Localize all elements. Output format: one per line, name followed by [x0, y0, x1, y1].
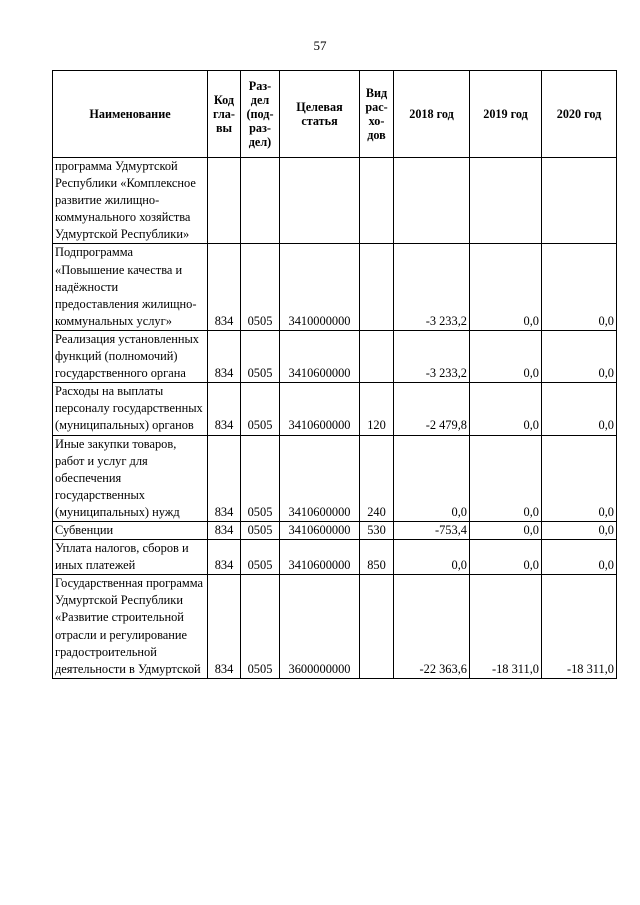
- row-kod: 834: [208, 521, 241, 539]
- row-2018: -2 479,8: [394, 383, 470, 435]
- row-statya: 3600000000: [280, 575, 360, 679]
- row-name: Уплата налогов, сборов и иных платежей: [53, 540, 208, 575]
- row-vid: [360, 158, 394, 244]
- row-razdel: 0505: [241, 540, 280, 575]
- header-name: Наименование: [53, 71, 208, 158]
- row-statya: 3410600000: [280, 435, 360, 521]
- table-row: [53, 435, 617, 521]
- row-2018: -3 233,2: [394, 244, 470, 330]
- row-name: Расходы на выплаты персоналу государственных (муниципальных) органов: [53, 383, 208, 435]
- row-kod: 834: [208, 575, 241, 679]
- row-razdel: 0505: [241, 244, 280, 330]
- row-2018: -753,4: [394, 521, 470, 539]
- row-vid: 530: [360, 521, 394, 539]
- header-vid: Вид рас- хо- дов: [360, 71, 394, 158]
- row-name: Государственная программа Удмуртской Республики «Развитие строительной отрасли и регулирование градостроительной деятельности в Удмуртской: [53, 575, 208, 679]
- row-razdel: 0505: [241, 330, 280, 382]
- table-row: [53, 575, 617, 679]
- row-name: Субвенции: [53, 521, 208, 539]
- row-2019: 0,0: [470, 383, 542, 435]
- row-2020: 0,0: [542, 435, 617, 521]
- row-kod: 834: [208, 435, 241, 521]
- row-vid: [360, 575, 394, 679]
- row-statya: 3410600000: [280, 521, 360, 539]
- table-row: [53, 158, 617, 244]
- row-kod: [208, 158, 241, 244]
- row-name: Иные закупки товаров, работ и услуг для обеспечения государственных (муниципальных) нужд: [53, 435, 208, 521]
- row-2019: 0,0: [470, 521, 542, 539]
- row-2018: 0,0: [394, 540, 470, 575]
- table-row: [53, 244, 617, 330]
- row-2018: -3 233,2: [394, 330, 470, 382]
- row-statya: 3410600000: [280, 383, 360, 435]
- header-razdel: Раз- дел (под- раз- дел): [241, 71, 280, 158]
- row-razdel: 0505: [241, 383, 280, 435]
- row-kod: 834: [208, 330, 241, 382]
- row-razdel: [241, 158, 280, 244]
- budget-table: [52, 70, 617, 679]
- row-2019: 0,0: [470, 244, 542, 330]
- row-name: программа Удмуртской Республики «Комплексное развитие жилищно-коммунального хозяйства Удмуртской Республики»: [53, 158, 208, 244]
- header-2020: 2020 год: [542, 71, 617, 158]
- row-name: Реализация установленных функций (полномочий) государственного органа: [53, 330, 208, 382]
- row-2020: -18 311,0: [542, 575, 617, 679]
- table-header-row: [53, 71, 617, 158]
- table-row: [53, 330, 617, 382]
- row-vid: 850: [360, 540, 394, 575]
- table-row: [53, 383, 617, 435]
- row-2020: 0,0: [542, 540, 617, 575]
- row-vid: [360, 330, 394, 382]
- row-2018: [394, 158, 470, 244]
- row-2020: 0,0: [542, 521, 617, 539]
- header-statya: Целевая статья: [280, 71, 360, 158]
- row-2019: 0,0: [470, 435, 542, 521]
- row-2019: [470, 158, 542, 244]
- row-razdel: 0505: [241, 521, 280, 539]
- row-kod: 834: [208, 540, 241, 575]
- row-2020: 0,0: [542, 383, 617, 435]
- row-name: Подпрограмма «Повышение качества и надёжности предоставления жилищно-коммунальных услуг»: [53, 244, 208, 330]
- row-kod: 834: [208, 244, 241, 330]
- table-row: [53, 540, 617, 575]
- table-row: [53, 521, 617, 539]
- header-2018: 2018 год: [394, 71, 470, 158]
- row-vid: 240: [360, 435, 394, 521]
- row-2018: 0,0: [394, 435, 470, 521]
- row-statya: [280, 158, 360, 244]
- row-2020: 0,0: [542, 244, 617, 330]
- row-2019: 0,0: [470, 540, 542, 575]
- row-2019: 0,0: [470, 330, 542, 382]
- row-2020: [542, 158, 617, 244]
- row-2018: -22 363,6: [394, 575, 470, 679]
- row-razdel: 0505: [241, 435, 280, 521]
- row-statya: 3410000000: [280, 244, 360, 330]
- row-vid: [360, 244, 394, 330]
- page-number: 57: [313, 38, 327, 53]
- row-2020: 0,0: [542, 330, 617, 382]
- row-statya: 3410600000: [280, 540, 360, 575]
- row-kod: 834: [208, 383, 241, 435]
- row-2019: -18 311,0: [470, 575, 542, 679]
- header-2019: 2019 год: [470, 71, 542, 158]
- row-razdel: 0505: [241, 575, 280, 679]
- row-statya: 3410600000: [280, 330, 360, 382]
- row-vid: 120: [360, 383, 394, 435]
- header-kod: Код гла- вы: [208, 71, 241, 158]
